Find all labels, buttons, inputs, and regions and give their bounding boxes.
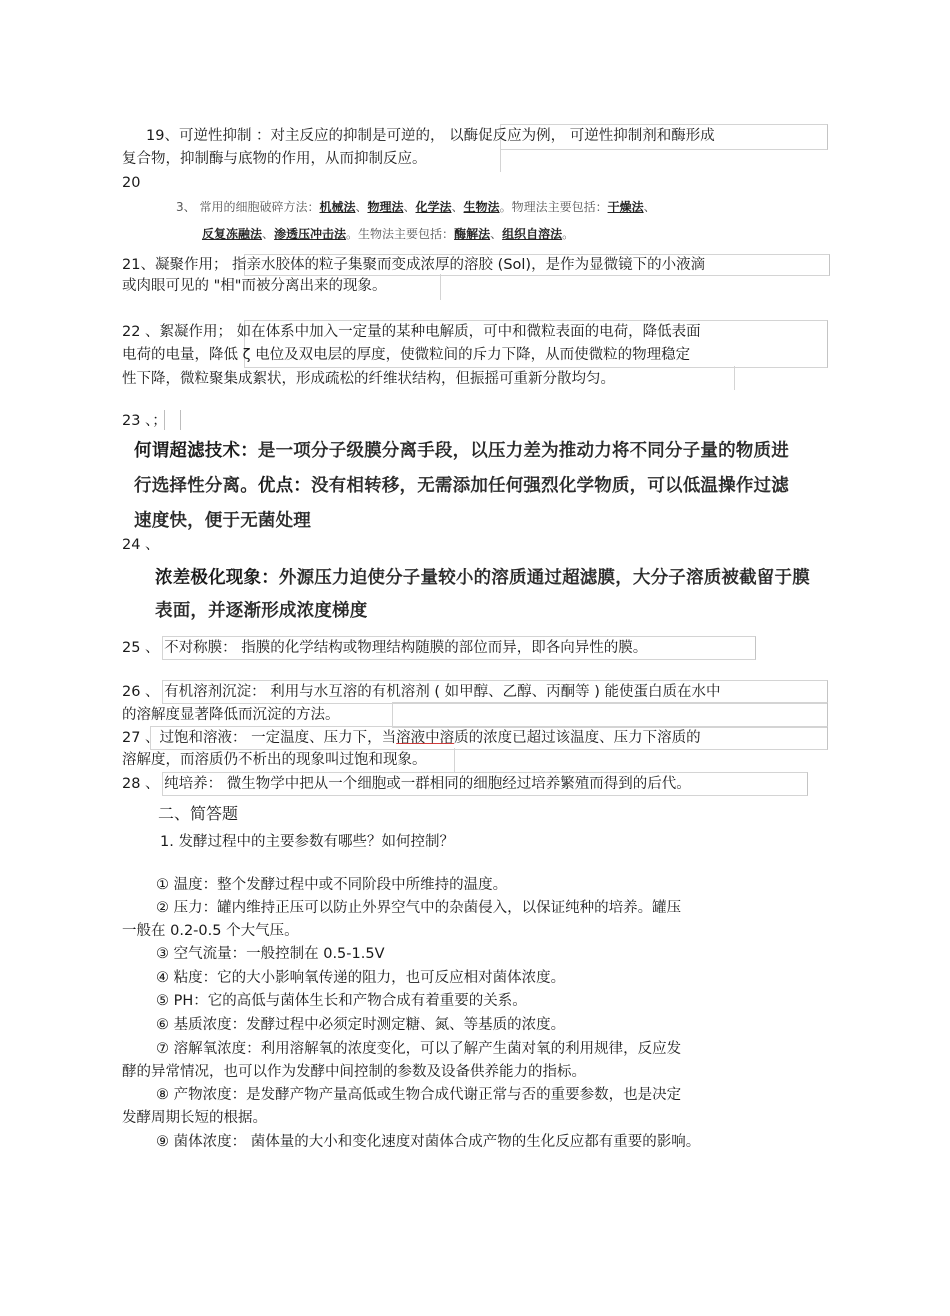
param-air-flow: ③ 空气流量：一般控制在 0.5-1.5V — [156, 946, 385, 962]
item-24-embedded-image: 浓差极化现象：外源压力迫使分子量较小的溶质通过超滤膜，大分子溶质被截留于膜 表面，并逐渐形成浓度梯度 — [155, 568, 810, 621]
item-23-embedded-image: 何谓超滤技术：是一项分子级膜分离手段，以压力差为推动力将不同分子量的物质进 行选择性分离。优点：没有相转移，无需添加任何强烈化学物质，可以低温操作过滤 速度快，便于无菌处理 — [134, 441, 789, 531]
item-20-embedded-image: 3、 常用的细胞破碎方法：机械法、物理法、化学法、生物法。物理法主要包括：干燥法、 — [176, 200, 656, 214]
param-substrate: ⑥ 基质浓度：发酵过程中必须定时测定糖、氮、等基质的浓度。 — [156, 1017, 566, 1033]
param-viscosity: ④ 粘度：它的大小影响氧传递的阻力，也可反应相对菌体浓度。 — [156, 970, 566, 986]
text-frame — [440, 274, 441, 300]
text-frame — [734, 366, 735, 390]
param-product-line-1: ⑧ 产物浓度：是发酵产物产量高低或生物合成代谢正常与否的重要参数，也是决定 — [156, 1087, 682, 1103]
advantages-keyword: 优点： — [257, 476, 312, 496]
param-pressure-line-1: ② 压力：罐内维持正压可以防止外界空气中的杂菌侵入，以保证纯种的培养。罐压 — [156, 900, 682, 916]
param-temperature: ① 温度：整个发酵过程中或不同阶段中所维持的温度。 — [156, 877, 508, 893]
item-20-embedded-image-line-2: 反复冻融法、渗透压冲击法。生物法主要包括：酶解法、组织自溶法。 — [202, 227, 575, 241]
item-19-line-1: 19、可逆性抑制 ：对主反应的抑制是可逆的， 以酶促反应为例， 可逆性抑制剂和酶形成 — [146, 128, 715, 144]
item-19-line-2: 复合物，抑制酶与底物的作用，从而抑制反应。 — [122, 151, 427, 167]
text-frame — [454, 748, 455, 772]
item-22-line-3: 性下降，微粒聚集成絮状，形成疏松的纤维状结构，但振摇可重新分散均匀。 — [122, 371, 615, 387]
item-22-line-1: 22 、絮凝作用； 如在体系中加入一定量的某种电解质，可中和微粒表面的电荷，降低表面 — [122, 324, 701, 340]
item-23-number: 23 、； — [122, 413, 167, 429]
item-25-line-1: 25 、 不对称膜： 指膜的化学结构或物理结构随膜的部位而异，即各向异性的膜。 — [122, 640, 648, 656]
text-frame — [500, 148, 501, 172]
param-biomass: ⑨ 菌体浓度： 菌体量的大小和变化速度对菌体合成产物的生化反应都有重要的影响。 — [156, 1134, 701, 1150]
item-26-line-2: 的溶解度显著降低而沉淀的方法。 — [122, 707, 340, 723]
param-pressure-line-2: 一般在 0.2-0.5 个大气压。 — [122, 923, 299, 939]
param-product-line-2: 发酵周期长短的根据。 — [122, 1110, 267, 1126]
item-22-line-2: 电荷的电量，降低 ζ 电位及双电层的厚度，使微粒间的斥力下降，从而使微粒的物理稳定 — [122, 347, 691, 363]
item-20-number: 20 — [122, 175, 141, 191]
item-21-line-2: 或肉眼可见的 "相"而被分离出来的现象。 — [122, 278, 387, 294]
param-ph: ⑤ PH：它的高低与菌体生长和产物合成有着重要的关系。 — [156, 993, 527, 1009]
concentration-polarization-keyword: 浓差极化现象： — [155, 568, 279, 588]
text-frame — [392, 702, 828, 728]
item-27-line-2: 溶解度，而溶质仍不析出的现象叫过饱和现象。 — [122, 752, 427, 768]
param-dissolved-oxygen-line-2: 酵的异常情况，也可以作为发酵中间控制的参数及设备供养能力的指标。 — [122, 1064, 586, 1080]
section-heading: 二、简答题 — [158, 804, 239, 823]
item-26-line-1: 26 、 有机溶剂沉淀： 利用与水互溶的有机溶剂 ( 如甲醇、乙醇、丙酮等 ) 能使蛋白质在水中 — [122, 684, 721, 700]
ultrafiltration-keyword: 何谓超滤技术： — [134, 441, 258, 461]
frame-tick — [180, 410, 181, 430]
item-27-line-1: 27 、过饱和溶液： 一定温度、压力下，当溶液中溶质的浓度已超过该温度、压力下溶质的 — [122, 730, 701, 746]
item-28-line-1: 28 、 纯培养： 微生物学中把从一个细胞或一群相同的细胞经过培养繁殖而得到的后代。 — [122, 776, 691, 792]
item-21-line-1: 21、凝聚作用； 指亲水胶体的粒子集聚而变成浓厚的溶胶 (Sol)，是作为显微镜下的小液滴 — [122, 257, 706, 273]
item-24-number: 24 、 — [122, 537, 160, 553]
param-dissolved-oxygen-line-1: ⑦ 溶解氧浓度：利用溶解氧的浓度变化，可以了解产生菌对氧的利用规律，反应发 — [156, 1041, 682, 1057]
question-1: 1. 发酵过程中的主要参数有哪些？如何控制？ — [160, 834, 454, 850]
